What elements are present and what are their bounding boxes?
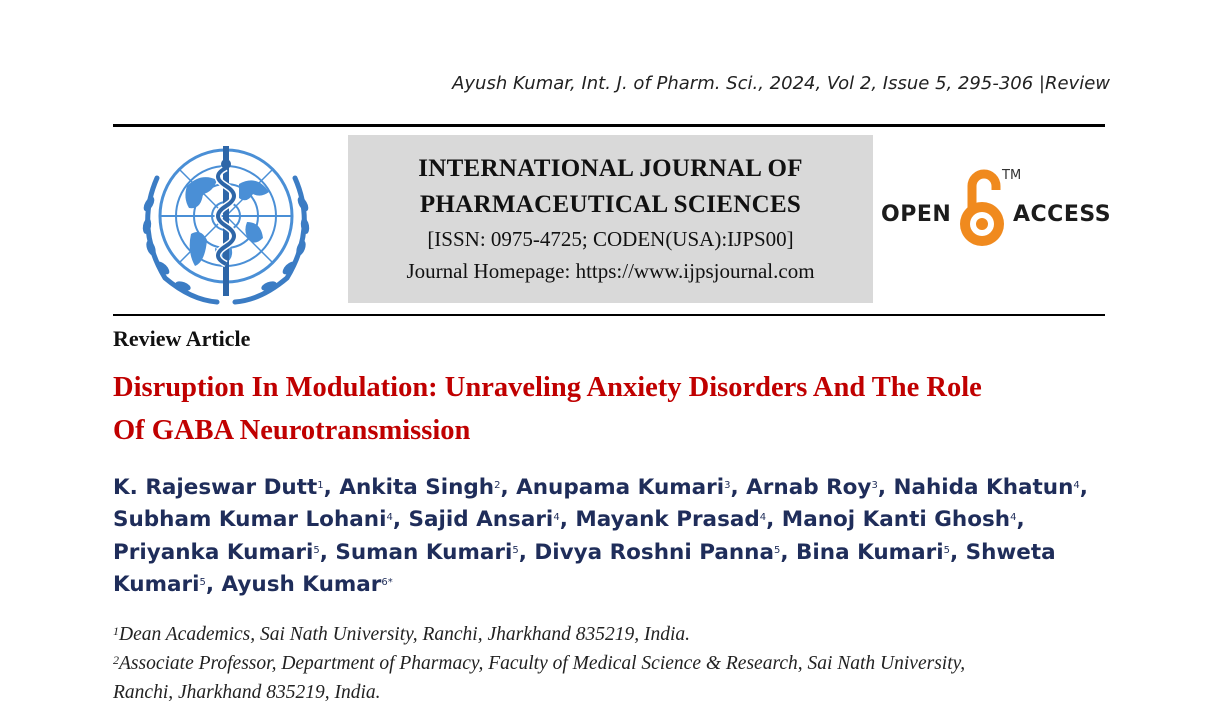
journal-name-line-1: INTERNATIONAL JOURNAL OF [418,155,803,182]
author-affiliation-number: 4 [1010,512,1017,524]
author-entry [782,507,1017,532]
affiliation-number: 2 [113,653,119,667]
author-name: Priyanka Kumari [113,539,314,565]
affiliation-line [113,620,1113,649]
author-affiliation-number: 5 [512,544,519,556]
open-access-word-open: OPEN [881,202,952,227]
author-affiliation-number: 5 [313,544,320,556]
author-name: Sajid Ansari [408,507,554,533]
author-affiliation-number: 5 [199,576,206,588]
author-name: Divya Roshni Panna [534,539,774,565]
affiliation-line [113,678,1113,707]
author-name: Ayush Kumar [221,571,382,597]
author-name: Nahida Khatun [893,475,1074,500]
affiliation-number: 1 [113,624,119,638]
author-name: Shweta Kumari [113,539,1056,597]
author-affiliation-number: 5 [943,544,950,556]
author-entry [335,540,518,565]
journal-banner [348,135,873,303]
author-name: Arnab Roy [746,475,872,500]
author-entry [575,507,766,532]
author-entry [113,475,324,500]
author-entry [222,572,393,597]
article-title-line-1: Disruption In Modulation: Unraveling Anxiety Disorders And The Role [113,372,982,403]
header-bottom-rule [113,314,1105,316]
author-affiliation-number: 4 [553,512,560,524]
author-entry [534,540,780,565]
author-affiliation-number: 4 [1073,480,1080,491]
article-title-line-2: Of GABA Neurotransmission [113,415,471,446]
author-name: Subham Kumar Lohani [113,507,387,533]
author-entry [746,475,878,500]
header-top-rule [113,124,1105,127]
author-affiliation-number: 6* [381,576,393,588]
open-access-word-access: ACCESS [1013,202,1112,227]
journal-homepage: Journal Homepage: https://www.ijpsjournal.com [406,259,815,283]
author-entry [893,475,1079,500]
author-list: K. Rajeswar Dutt$^1$, Ankita Singh$^2$, Anupama Kumari$^3$, Arnab Roy$^3$, Nahida Khatun$^4$, Subham Kumar Lohani$^4$, Sajid Ansari$^4$, Mayank Prasad$^4$, Manoj Kanti Ghosh$^4$, Priyanka Kumari$^5$, Suman Kumari$^5$, Divya Roshni Panna$^5$, Bina Kumari$^5$, Shweta Kumari$^5$, Ayush Kumar$^{6*}$ [113,475,1088,597]
author-entry [408,507,559,532]
journal-name [348,151,873,223]
author-name: Manoj Kanti Ghosh [781,507,1011,533]
author-name: K. Rajeswar Dutt [113,475,318,500]
journal-issn: [ISSN: 0975-4725; CODEN(USA):IJPS00] [427,227,794,251]
journal-emblem [127,138,325,306]
affiliation-line [113,649,1113,678]
author-name: Anupama Kumari [516,475,725,500]
author-affiliation-number: 3 [871,480,878,491]
trademark-mark: TM [1002,168,1022,183]
affiliation-text: Dean Academics, Sai Nath University, Ranchi, Jharkhand 835219, India. [119,624,691,645]
running-header: Ayush Kumar, Int. J. of Pharm. Sci., 2024, Vol 2, Issue 5, 295-306 |Review [452,73,1110,94]
author-affiliation-number: 4 [759,512,767,524]
article-title [113,366,1113,452]
globe-caduceus-icon [127,138,325,306]
author-affiliation-number: 2 [494,480,501,491]
affiliation-text: Associate Professor, Department of Pharmacy, Faculty of Medical Science & Research, Sai Nath University, [119,653,966,674]
author-name: Suman Kumari [335,539,513,565]
author-entry [113,540,320,565]
author-name: Mayank Prasad [575,507,760,533]
author-name: Bina Kumari [796,539,944,565]
author-affiliation-number: 5 [774,544,781,556]
open-access-logo [878,164,1112,254]
author-affiliation-number: 3 [724,480,731,491]
author-name: Ankita Singh [339,475,495,500]
author-entry [796,540,950,565]
affiliation-text: Ranchi, Jharkhand 835219, India. [113,682,381,703]
author-entry [113,507,393,532]
author-affiliation-number: 1 [317,480,324,491]
affiliation-list [113,620,1113,707]
author-entry [339,475,500,500]
author-entry [516,475,730,500]
article-type: Review Article [113,326,251,351]
author-affiliation-number: 4 [386,512,393,524]
journal-name-line-2: PHARMACEUTICAL SCIENCES [419,191,802,218]
